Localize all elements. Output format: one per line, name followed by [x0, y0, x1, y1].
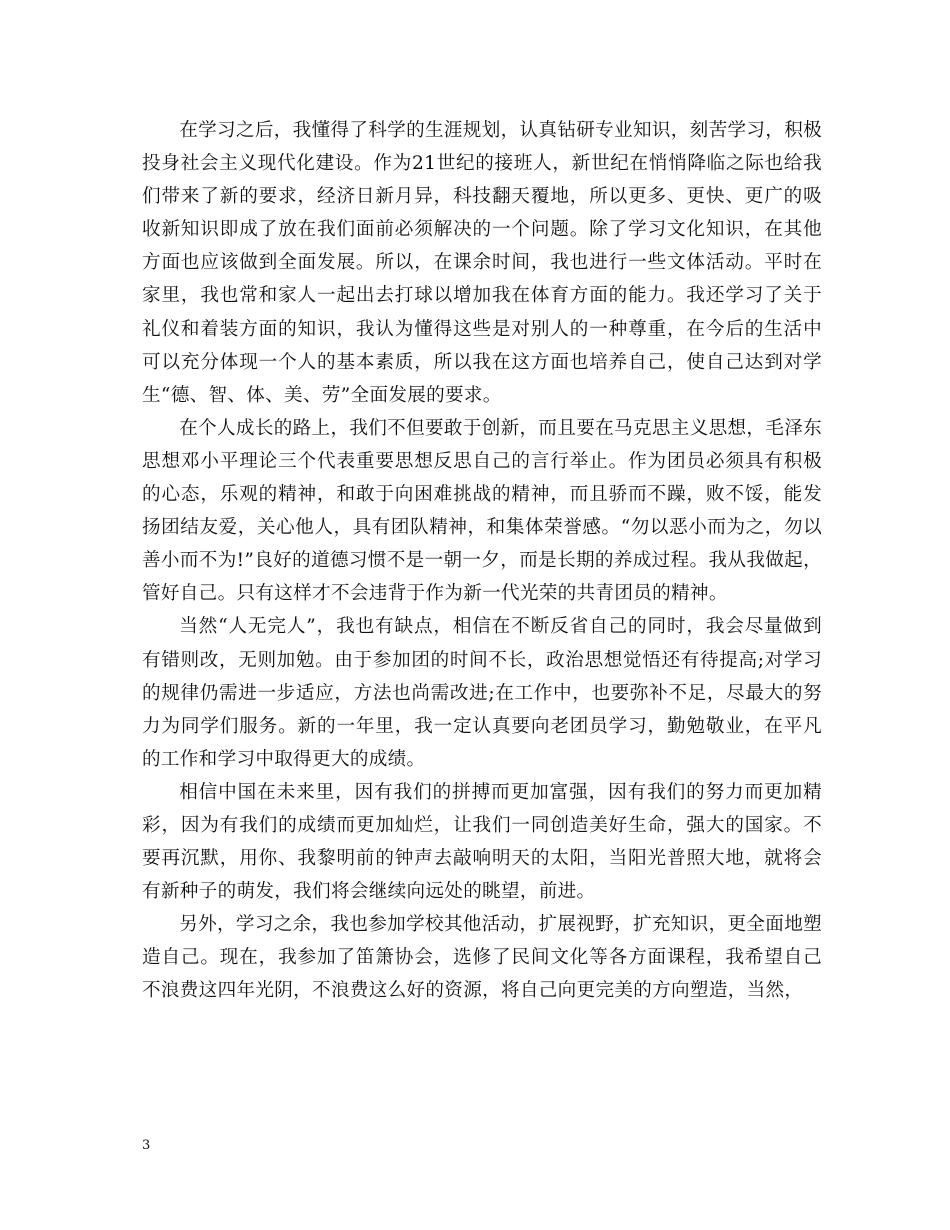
paragraph-2: 在个人成长的路上，我们不但要敢于创新，而且要在马克思主义思想，毛泽东思想邓小平理论三个代表重要思想反思自己的言行举止。作为团员必须具有积极的心态，乐观的精神，和敢于向困难挑战的精神，而且骄而不躁，败不馁，能发扬团结友爱，关心他人，具有团队精神，和集体荣誉感。“勿以恶小而为之，勿以善小而不为!”良好的道德习惯不是一朝一夕，而是长期的养成过程。我从我做起，管好自己。只有这样才不会违背于作为新一代光荣的共青团员的精神。	[142, 417, 822, 605]
body-text	[142, 114, 822, 1008]
paragraph-4: 相信中国在未来里，因有我们的拼搏而更加富强，因有我们的努力而更加精彩，因为有我们的成绩而更加灿烂，让我们一同创造美好生命，强大的国家。不要再沉默，用你、我黎明前的钟声去敲响明天的太阳，当阳光普照大地，就将会有新种子的萌发，我们将会继续向远处的眺望，前进。	[142, 781, 822, 903]
paragraph-1: 在学习之后，我懂得了科学的生涯规划，认真钻研专业知识，刻苦学习，积极投身社会主义现代化建设。作为21世纪的接班人，新世纪在悄悄降临之际也给我们带来了新的要求，经济日新月异，科技翻天覆地，所以更多、更快、更广的吸收新知识即成了放在我们面前必须解决的一个问题。除了学习文化知识，在其他方面也应该做到全面发展。所以，在课余时间，我也进行一些文体活动。平时在家里，我也常和家人一起出去打球以增加我在体育方面的能力。我还学习了关于礼仪和着装方面的知识，我认为懂得这些是对别人的一种尊重，在今后的生活中可以充分体现一个人的基本素质，所以我在这方面也培养自己，使自己达到对学生“德、智、体、美、劳”全面发展的要求。	[142, 120, 822, 406]
paragraph-3: 当然“人无完人”，我也有缺点，相信在不断反省自己的同时，我会尽量做到有错则改，无则加勉。由于参加团的时间不长，政治思想觉悟还有待提高;对学习的规律仍需进一步适应，方法也尚需改进;在工作中，也要弥补不足，尽最大的努力为同学们服务。新的一年里，我一定认真要向老团员学习，勤勉敬业，在平凡的工作和学习中取得更大的成绩。	[142, 616, 822, 770]
paragraph-5: 另外，学习之余，我也参加学校其他活动，扩展视野，扩充知识，更全面地塑造自己。现在，我参加了笛箫协会，选修了民间文化等各方面课程，我希望自己不浪费这四年光阴，不浪费这么好的资源，将自己向更完美的方向塑造，当然，	[142, 914, 822, 1002]
page-number: 3	[142, 1138, 151, 1153]
